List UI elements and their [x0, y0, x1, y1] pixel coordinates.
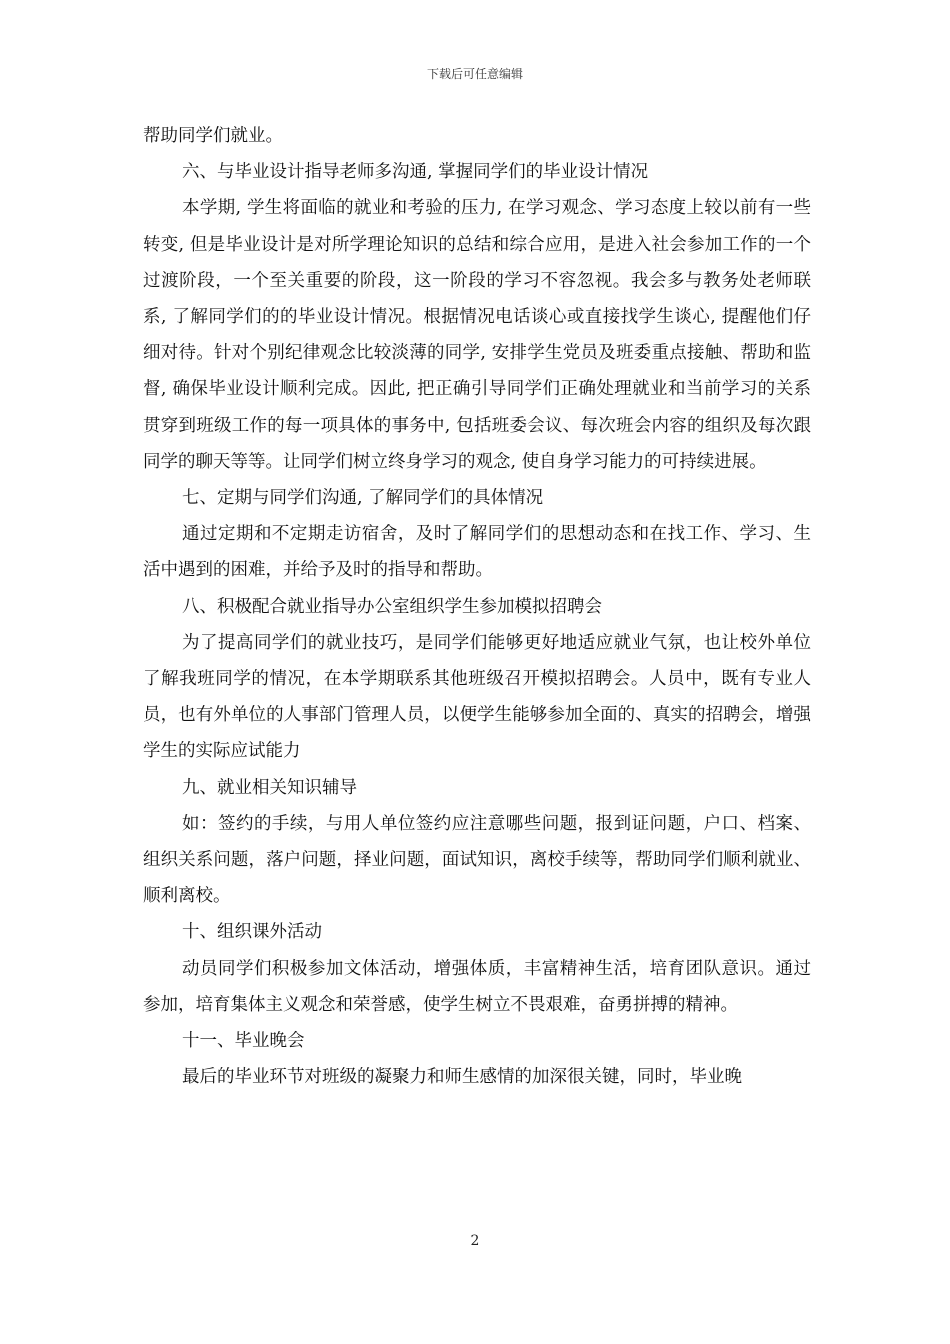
- paragraph: 最后的毕业环节对班级的凝聚力和师生感情的加深很关键，同时，毕业晚: [182, 1067, 742, 1088]
- section-heading-8: 八、积极配合就业指导办公室组织学生参加模拟招聘会: [182, 596, 602, 617]
- paragraph: 本学期, 学生将面临的就业和考验的压力, 在学习观念、学习态度上较以前有一些转变, 但是毕业设计是对所学理论知识的总结和综合应用，是进入社会参加工作的一个过渡阶段，一个至关重要的阶段，这一阶段的学习不容忽视。我会多与教务处老师联系, 了解同学们的的毕业设计情况。根据情况电话谈心或直接找学生谈心, 提醒他们仔细对待。针对个别纪律观念比较淡薄的同学, 安排学生党员及班委重点接触、帮助和监督, 确保毕业设计顺利完成。因此, 把正确引导同学们正确处理就业和当前学习的关系贯穿到班级工作的每一项具体的事务中, 包括班委会议、每次班会内容的组织及每次跟同学的聊天等等。让同学们树立终身学习的观念, 使自身学习能力的可持续进展。: [143, 198, 811, 472]
- paragraph: 通过定期和不定期走访宿舍，及时了解同学们的思想动态和在找工作、学习、生活中遇到的困难，并给予及时的指导和帮助。: [143, 524, 811, 581]
- section-heading-7: 七、定期与同学们沟通, 了解同学们的具体情况: [182, 488, 544, 509]
- paragraph: 动员同学们积极参加文体活动，增强体质，丰富精神生活，培育团队意识。通过参加，培育集体主义观念和荣誉感，使学生树立不畏艰难，奋勇拼搏的精神。: [143, 958, 811, 1015]
- section-heading-11: 十一、毕业晚会: [182, 1031, 305, 1052]
- section-heading-10: 十、组织课外活动: [182, 922, 322, 943]
- paragraph: 为了提高同学们的就业技巧，是同学们能够更好地适应就业气氛，也让校外单位了解我班同学的情况，在本学期联系其他班级召开模拟招聘会。人员中，既有专业人员，也有外单位的人事部门管理人员，以便学生能够参加全面的、真实的招聘会，增强学生的实际应试能力: [143, 632, 811, 762]
- paragraph-continuation: 帮助同学们就业。: [143, 126, 283, 146]
- document-body: [143, 118, 811, 1095]
- paragraph: 如：签约的手续，与用人单位签约应注意哪些问题，报到证问题，户口、档案、组织关系问题，落户问题，择业问题，面试知识，离校手续等，帮助同学们顺利就业、顺利离校。: [143, 813, 811, 907]
- page-header: 下载后可任意编辑: [426, 67, 523, 81]
- section-heading-9: 九、就业相关知识辅导: [182, 777, 357, 798]
- page-number: 2: [470, 1233, 480, 1249]
- section-heading-6: 六、与毕业设计指导老师多沟通, 掌握同学们的毕业设计情况: [182, 162, 649, 183]
